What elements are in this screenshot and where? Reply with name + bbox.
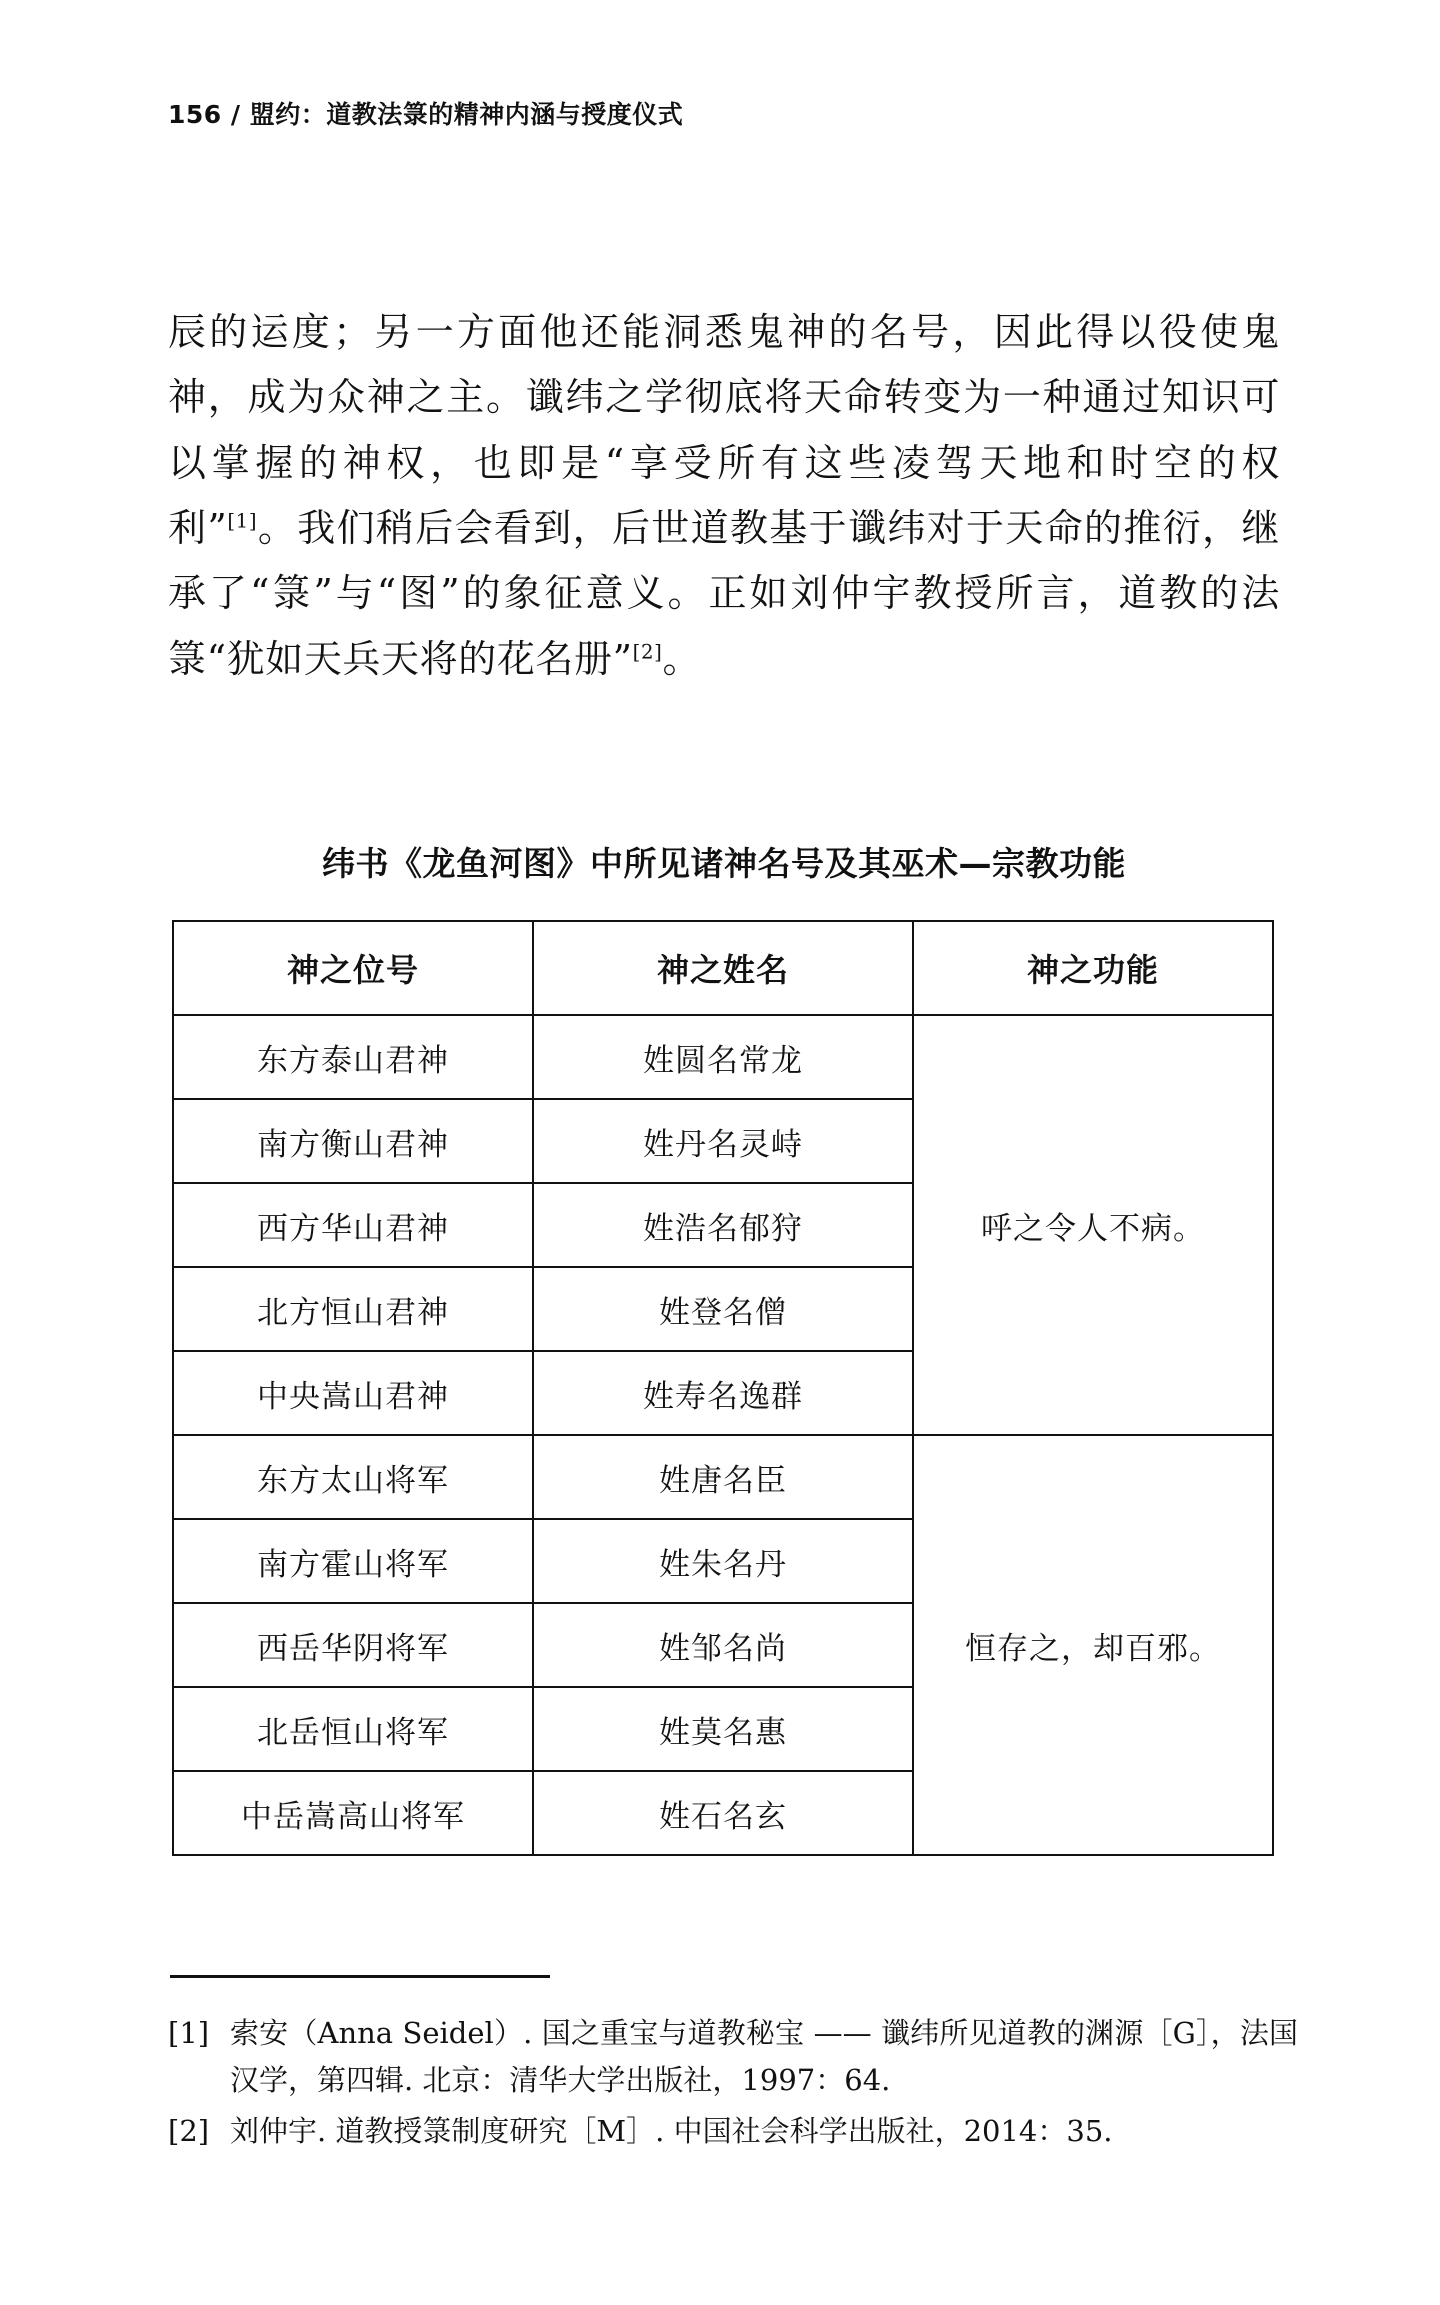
cell-title: 东方泰山君神 xyxy=(173,1015,533,1099)
cell-title: 中岳嵩高山将军 xyxy=(173,1771,533,1855)
running-head xyxy=(168,95,683,131)
footnote-ref-2[interactable]: [2] xyxy=(632,640,663,664)
paragraph-part-1: 辰的运度；另一方面他还能洞悉鬼神的名号，因此得以役使鬼神，成为众神之主。谶纬之学彻底将天命转变为一种通过知识可以掌握的神权，也即是“享受所有这些凌驾天地和时空的权利” xyxy=(168,310,1280,551)
footnote-ref-1[interactable]: [1] xyxy=(227,509,258,533)
paragraph-part-2: 。我们稍后会看到，后世道教基于谶纬对于天命的推衍，继承了“箓”与“图”的象征意义。正如刘仲宇教授所言，道教的法箓“犹如天兵天将的花名册” xyxy=(168,506,1280,681)
body-paragraph xyxy=(168,300,1280,692)
column-header-function: 神之功能 xyxy=(913,921,1273,1015)
cell-name: 姓朱名丹 xyxy=(533,1519,913,1603)
page-number: 156 xyxy=(168,100,222,129)
cell-title: 西方华山君神 xyxy=(173,1183,533,1267)
column-header-name: 神之姓名 xyxy=(533,921,913,1015)
cell-title: 南方衡山君神 xyxy=(173,1099,533,1183)
cell-title: 中央嵩山君神 xyxy=(173,1351,533,1435)
table-header-row xyxy=(173,921,1273,1015)
table-caption: 纬书《龙鱼河图》中所见诸神名号及其巫术—宗教功能 xyxy=(322,844,1126,883)
table-row xyxy=(173,1015,1273,1099)
cell-name: 姓浩名郁狩 xyxy=(533,1183,913,1267)
table-row xyxy=(173,1435,1273,1519)
footnote-item xyxy=(168,2010,1298,2104)
cell-name: 姓丹名灵峙 xyxy=(533,1099,913,1183)
cell-function: 恒存之，却百邪。 xyxy=(913,1435,1273,1855)
cell-name: 姓寿名逸群 xyxy=(533,1351,913,1435)
cell-name: 姓莫名惠 xyxy=(533,1687,913,1771)
cell-function: 呼之令人不病。 xyxy=(913,1015,1273,1435)
cell-name: 姓唐名臣 xyxy=(533,1435,913,1519)
footnotes-section xyxy=(168,2010,1298,2159)
deity-table xyxy=(172,920,1274,1856)
column-header-title: 神之位号 xyxy=(173,921,533,1015)
footnote-marker: [1] xyxy=(168,2016,210,2050)
footnote-separator-rule xyxy=(170,1975,550,1978)
footnote-item xyxy=(168,2108,1298,2155)
running-head-separator: / xyxy=(230,100,241,129)
footnote-marker: [2] xyxy=(168,2113,210,2148)
cell-title: 南方霍山将军 xyxy=(173,1519,533,1603)
cell-title: 北方恒山君神 xyxy=(173,1267,533,1351)
cell-title: 东方太山将军 xyxy=(173,1435,533,1519)
cell-name: 姓登名僧 xyxy=(533,1267,913,1351)
footnote-text: 索安（Anna Seidel）. 国之重宝与道教秘宝 —— 谶纬所见道教的渊源［G］，法国汉学，第四辑. 北京：清华大学出版社，1997：64. xyxy=(230,2016,1298,2097)
cell-title: 西岳华阴将军 xyxy=(173,1603,533,1687)
footnote-text: 刘仲宇. 道教授箓制度研究［M］. 中国社会科学出版社，2014：35. xyxy=(230,2113,1113,2148)
cell-name: 姓圆名常龙 xyxy=(533,1015,913,1099)
running-head-title: 盟约：道教法箓的精神内涵与授度仪式 xyxy=(249,100,684,129)
cell-name: 姓石名玄 xyxy=(533,1771,913,1855)
cell-title: 北岳恒山将军 xyxy=(173,1687,533,1771)
paragraph-part-3: 。 xyxy=(662,636,702,681)
cell-name: 姓邹名尚 xyxy=(533,1603,913,1687)
